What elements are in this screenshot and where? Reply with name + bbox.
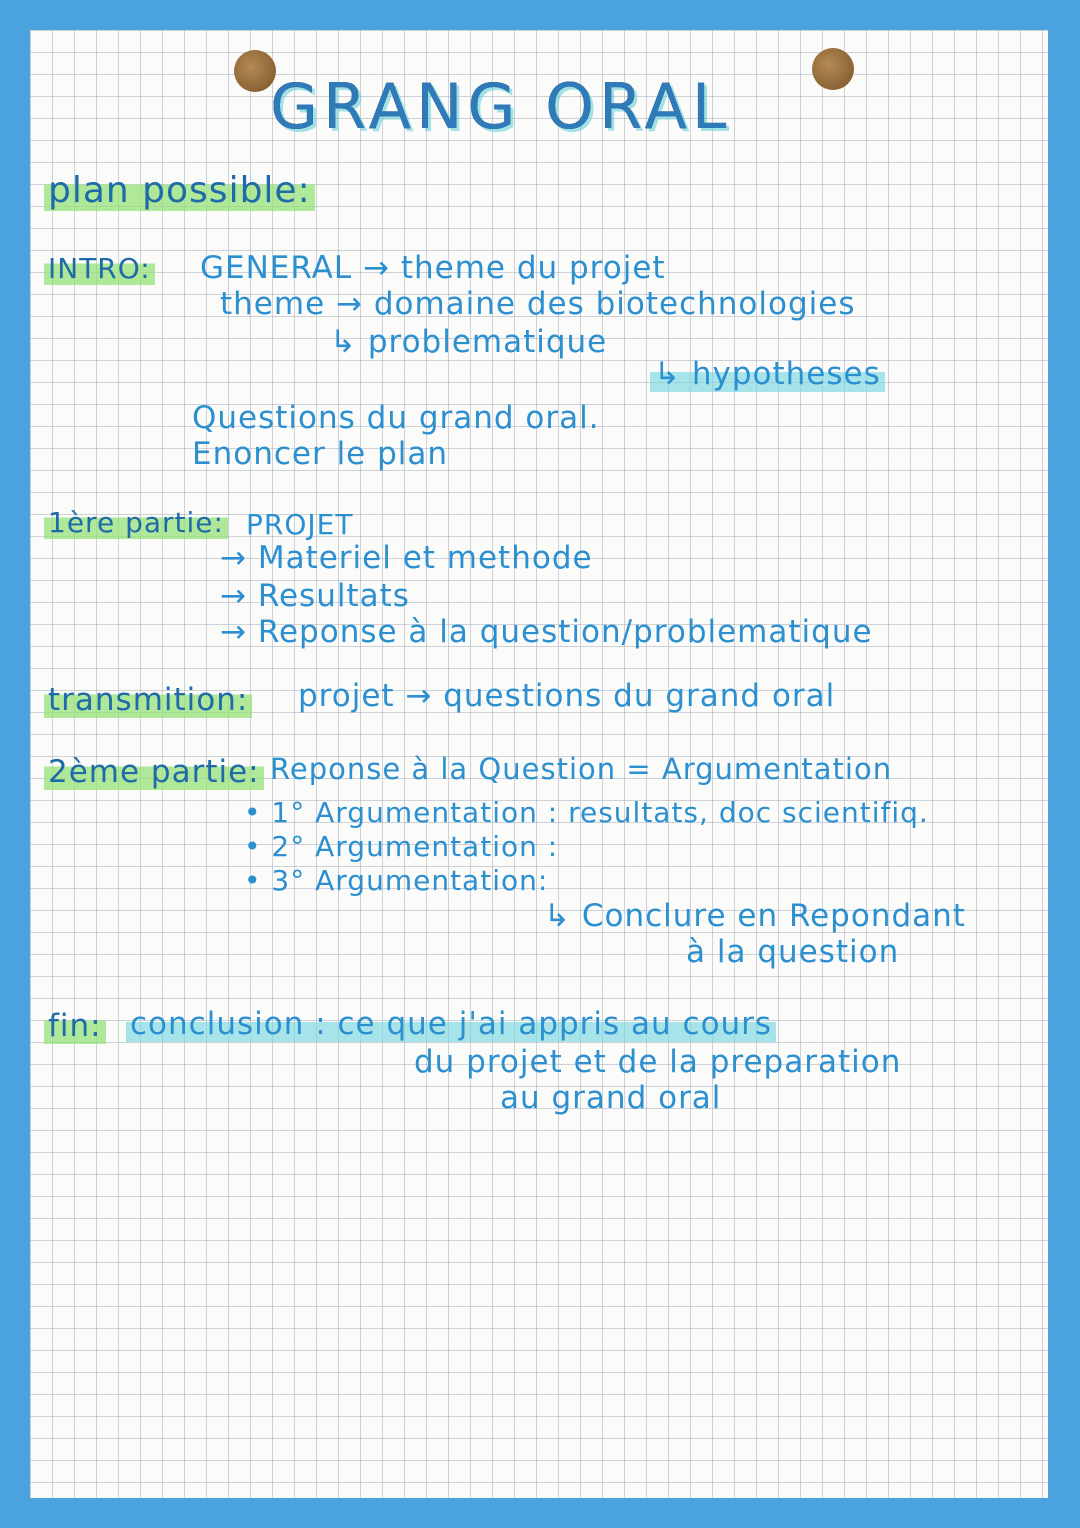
part2-item-3: • 3° Argumentation: (244, 864, 549, 897)
binder-hole-right (812, 48, 854, 90)
part1-item-3: → Reponse à la question/problematique (220, 614, 873, 650)
part1-item-1: → Materiel et methode (220, 540, 593, 576)
intro-line-4: ↳ hypotheses (650, 356, 885, 392)
part2-conclude-2: à la question (686, 934, 900, 970)
intro-line-2: theme → domaine des biotechnologies (220, 286, 856, 322)
end-text-1: conclusion : ce que j'ai appris au cours (126, 1006, 776, 1042)
intro-line-1: GENERAL → theme du projet (200, 250, 666, 286)
part1-label: 1ère partie: (44, 506, 228, 539)
transition-text: projet → questions du grand oral (298, 678, 836, 714)
part1-head: PROJET (246, 508, 354, 541)
plan-heading: plan possible: (44, 170, 315, 211)
end-text-3: au grand oral (500, 1080, 722, 1116)
end-label: fin: (44, 1008, 106, 1044)
part2-conclude-1: ↳ Conclure en Repondant (544, 898, 966, 934)
intro-line-6: Enoncer le plan (192, 436, 449, 472)
page-title: GRANG ORAL (270, 70, 732, 143)
part2-head: Reponse à la Question = Argumentation (270, 752, 893, 786)
part2-label: 2ème partie: (44, 754, 264, 790)
part2-item-1: • 1° Argumentation : resultats, doc scientifiq. (244, 796, 929, 829)
notebook-page (30, 30, 1048, 1498)
part1-item-2: → Resultats (220, 578, 410, 614)
intro-line-5: Questions du grand oral. (192, 400, 600, 436)
end-text-2: du projet et de la preparation (414, 1044, 902, 1080)
intro-line-3: ↳ problematique (330, 324, 608, 360)
part2-item-2: • 2° Argumentation : (244, 830, 559, 863)
intro-label: INTRO: (44, 252, 155, 285)
transition-label: transmition: (44, 682, 252, 718)
